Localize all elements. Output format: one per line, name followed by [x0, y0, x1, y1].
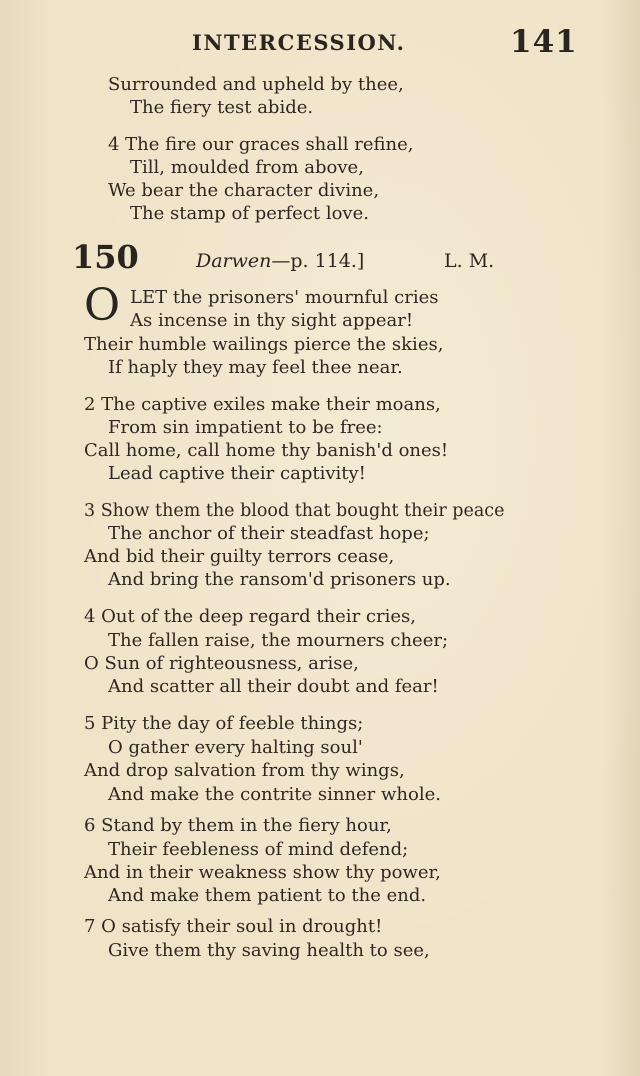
hymn-line: O gather every halting soul' [108, 737, 363, 758]
hymn-line: As incense in thy sight appear! [130, 310, 414, 331]
running-header: INTERCESSION. [192, 30, 406, 55]
hymn-line: Lead captive their captivity! [108, 463, 366, 484]
prev-hymn-line: We bear the character divine, [108, 180, 380, 201]
hymn-line: If haply they may feel thee near. [108, 357, 403, 378]
hymn-line: And bid their guilty terrors cease, [84, 546, 395, 567]
hymn-line: And bring the ransom'd prisoners up. [108, 569, 451, 590]
hymn-line: Their feebleness of mind defend; [108, 839, 409, 860]
hymn-line: 6 Stand by them in the fiery hour, [84, 815, 392, 836]
hymn-line: 7 O satisfy their soul in drought! [84, 916, 383, 937]
prev-hymn-line: The stamp of perfect love. [130, 203, 369, 224]
prev-hymn-line: Surrounded and upheld by thee, [108, 74, 404, 95]
hymn-line: The anchor of their steadfast hope; [108, 523, 430, 544]
prev-hymn-line: The fiery test abide. [130, 97, 314, 118]
hymn-line: Their humble wailings pierce the skies, [84, 334, 444, 355]
prev-hymn-line: Till, moulded from above, [130, 157, 364, 178]
hymn-line: And make them patient to the end. [108, 885, 427, 906]
drop-cap: O [84, 280, 121, 331]
page-number: 141 [510, 24, 578, 60]
hymn-meter: L. M. [444, 250, 495, 272]
hymn-line: From sin impatient to be free: [108, 417, 383, 438]
hymn-line: And drop salvation from thy wings, [84, 760, 405, 781]
hymn-line: And make the contrite sinner whole. [108, 784, 441, 805]
tune-name: Darwen [196, 250, 272, 272]
hymn-line: And in their weakness show thy power, [84, 862, 441, 883]
hymn-line: LET the prisoners' mournful cries [130, 287, 439, 308]
hymn-line: 5 Pity the day of feeble things; [84, 713, 364, 734]
tune-page-ref: —p. 114.] [271, 250, 365, 272]
tune-reference [196, 250, 364, 272]
hymn-line: O Sun of righteousness, arise, [84, 653, 359, 674]
hymn-line: And scatter all their doubt and fear! [108, 676, 439, 697]
hymn-line: 4 Out of the deep regard their cries, [84, 606, 416, 627]
hymn-line: Call home, call home thy banish'd ones! [84, 440, 449, 461]
hymn-number: 150 [72, 238, 139, 276]
prev-hymn-line: 4 The fire our graces shall refine, [108, 134, 414, 155]
hymn-line: 3 Show them the blood that bought their peace [84, 501, 505, 521]
hymn-line: The fallen raise, the mourners cheer; [108, 630, 449, 651]
hymn-line: Give them thy saving health to see, [108, 940, 430, 961]
hymn-line: 2 The captive exiles make their moans, [84, 394, 441, 415]
